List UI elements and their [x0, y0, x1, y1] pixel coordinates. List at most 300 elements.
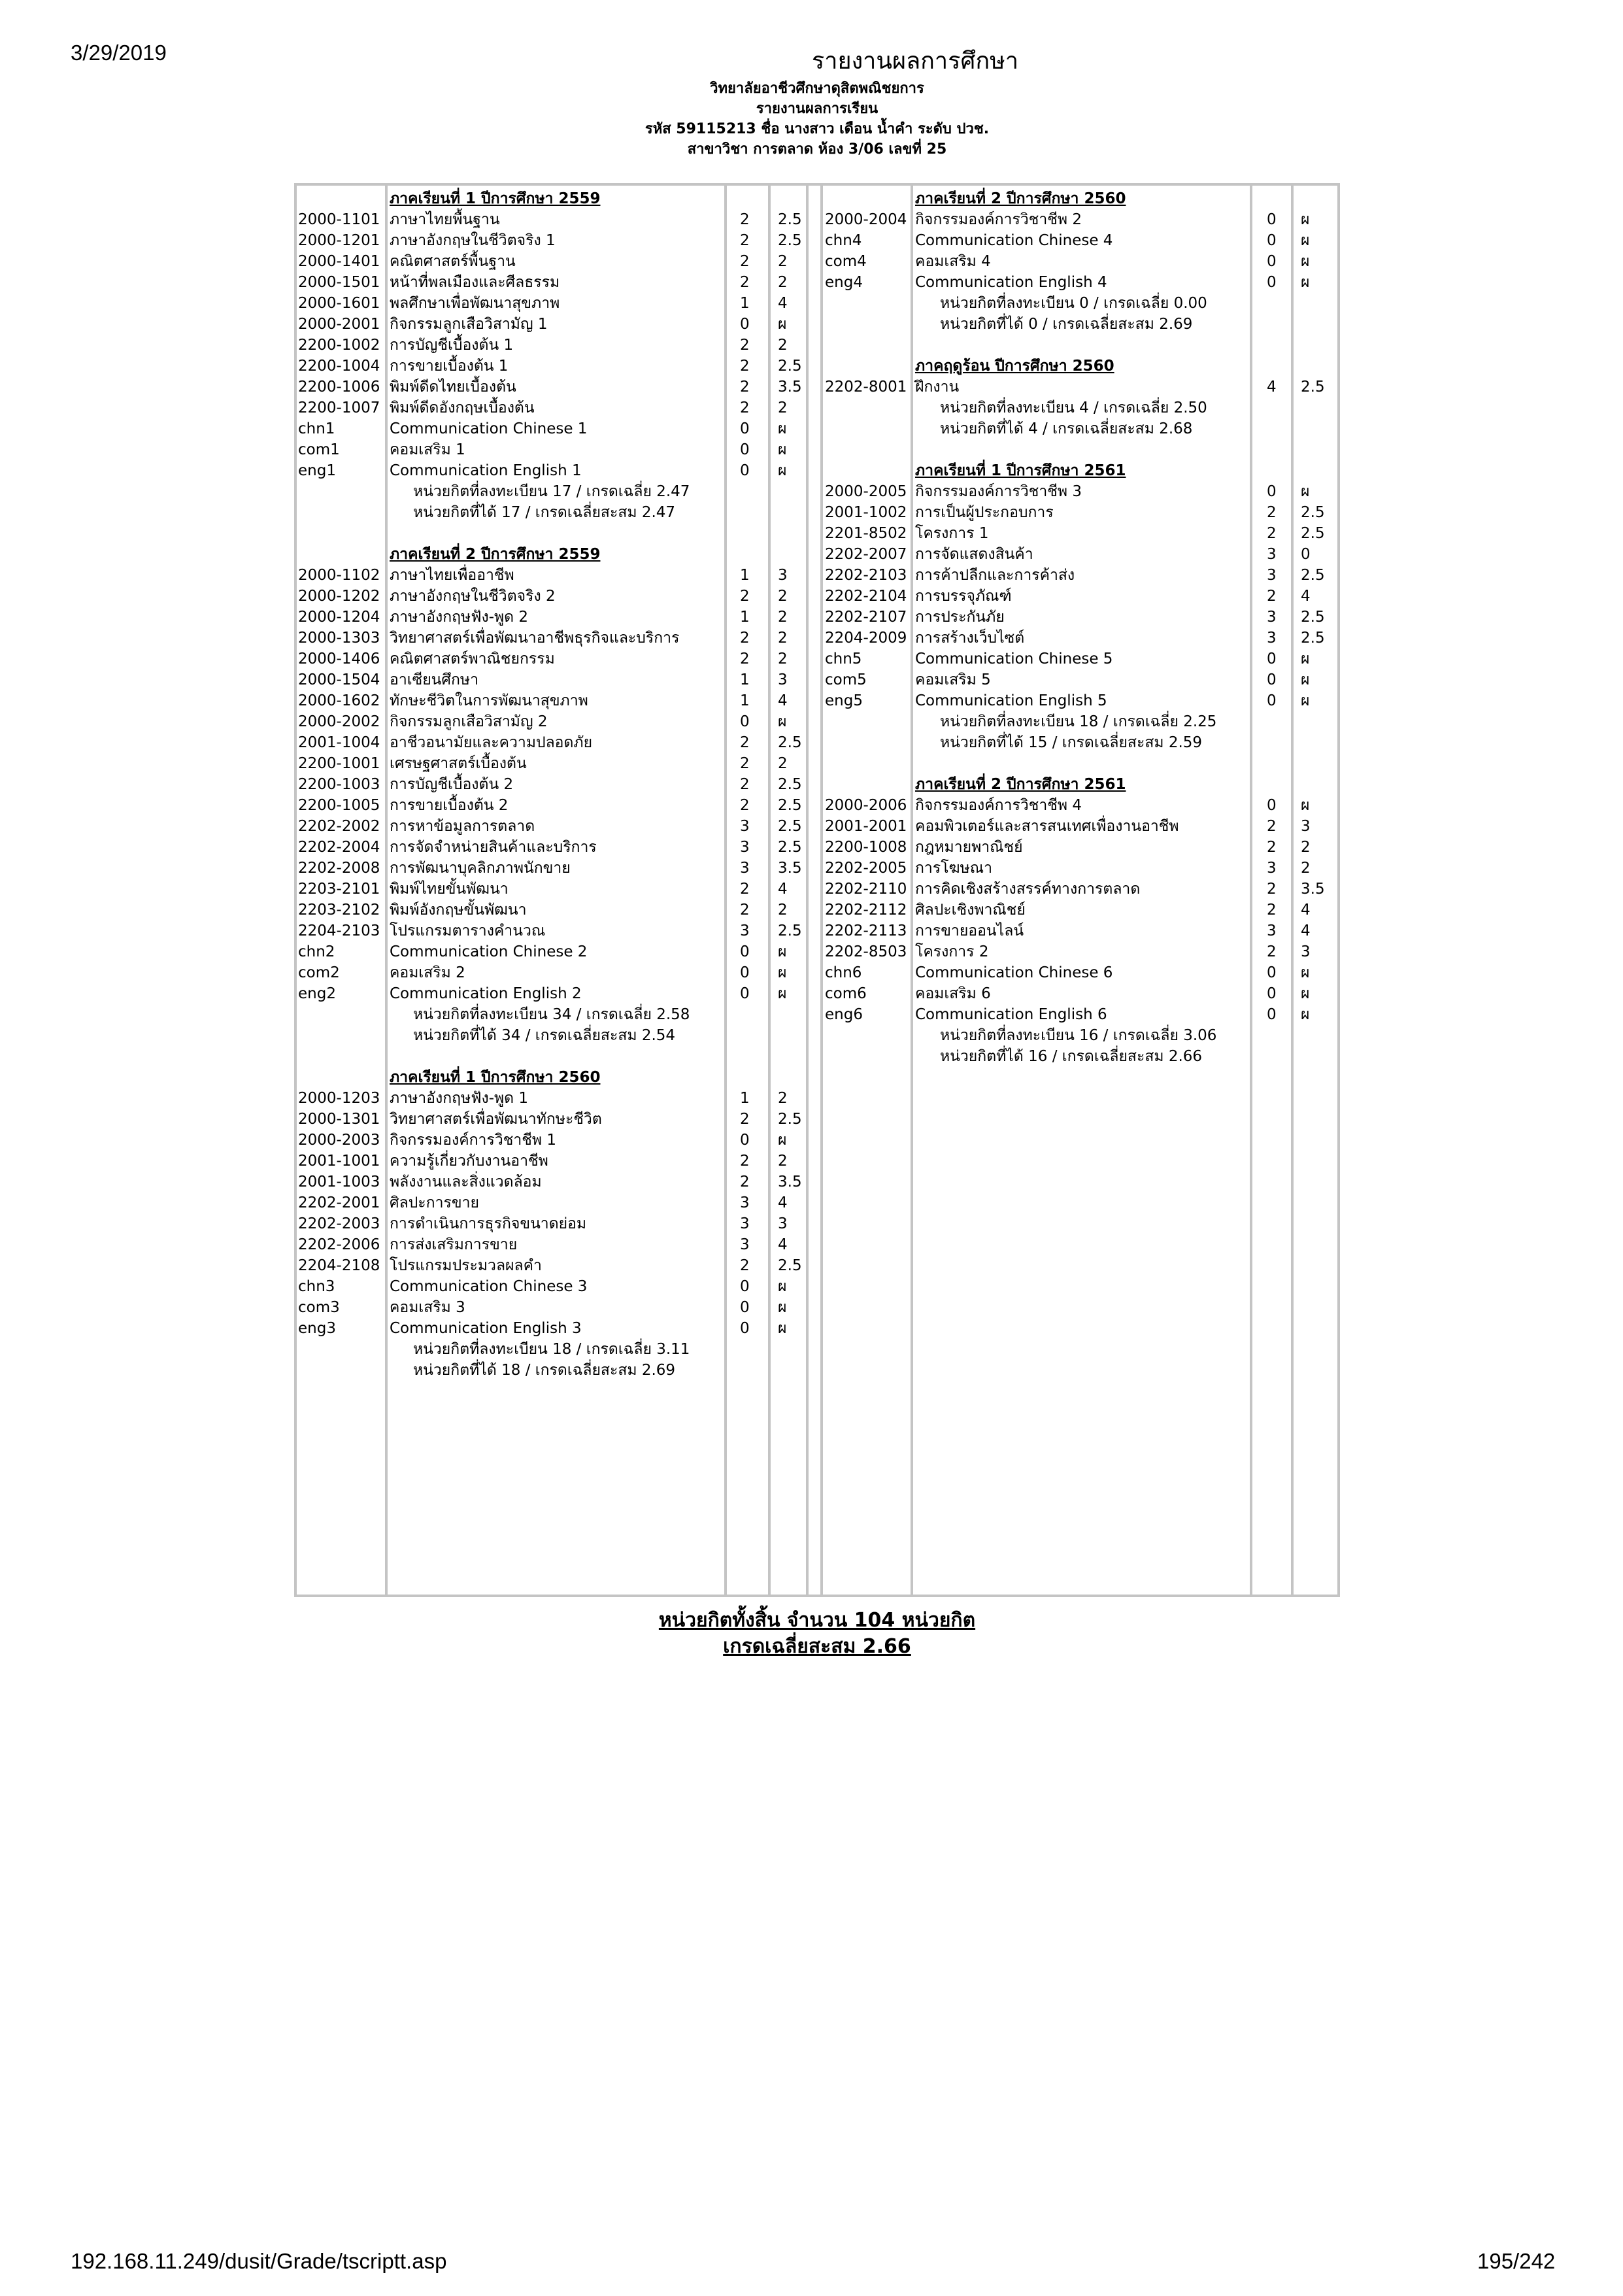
course-grade: ผ [778, 1299, 787, 1316]
course-code: 2001-2001 [825, 818, 907, 835]
column-divider [1250, 183, 1252, 1597]
course-name: วิทยาศาสตร์เพื่อพัฒนาทักษะชีวิต [390, 1111, 602, 1128]
course-name: การพัฒนาบุคลิกภาพนักขาย [390, 860, 571, 877]
course-credit: 2 [740, 337, 750, 354]
course-code: 2000-2006 [825, 797, 907, 814]
course-code: com4 [825, 253, 867, 270]
course-name: การประกันภัย [915, 609, 1005, 626]
course-credit: 2 [1267, 881, 1277, 898]
course-name: กิจกรรมลูกเสือวิสามัญ 2 [390, 713, 548, 730]
semester-heading: ภาคเรียนที่ 2 ปีการศึกษา 2559 [390, 546, 601, 563]
course-grade: 4 [778, 295, 788, 312]
course-credit: 0 [740, 713, 750, 730]
column-divider [820, 183, 823, 1597]
course-grade: ผ [778, 943, 787, 960]
course-grade: ผ [1301, 671, 1310, 688]
course-grade: ผ [1301, 1006, 1310, 1023]
course-grade: 2 [778, 253, 788, 270]
course-credit: 2 [740, 1257, 750, 1274]
course-code: 2202-2003 [298, 1215, 380, 1232]
course-code: eng5 [825, 692, 863, 709]
course-name: โปรแกรมประมวลผลคำ [390, 1257, 542, 1274]
course-code: 2000-1203 [298, 1090, 380, 1107]
course-name: Communication English 3 [390, 1320, 582, 1337]
course-credit: 1 [740, 567, 750, 584]
course-credit: 2 [740, 734, 750, 751]
course-name: การขายออนไลน์ [915, 922, 1024, 939]
semester-summary: หน่วยกิตที่ได้ 15 / เกรดเฉลี่ยสะสม 2.59 [940, 734, 1203, 751]
course-credit: 2 [740, 881, 750, 898]
course-code: 2000-1504 [298, 671, 380, 688]
course-code: eng1 [298, 462, 336, 479]
course-credit: 0 [1267, 692, 1277, 709]
course-code: 2001-1003 [298, 1173, 380, 1190]
course-credit: 2 [740, 755, 750, 772]
course-credit: 2 [740, 650, 750, 667]
semester-summary: หน่วยกิตที่ได้ 18 / เกรดเฉลี่ยสะสม 2.69 [413, 1362, 676, 1379]
course-grade: 2.5 [1301, 379, 1325, 396]
course-credit: 0 [1267, 232, 1277, 249]
course-code: 2000-1401 [298, 253, 380, 270]
course-credit: 3 [740, 1236, 750, 1253]
course-credit: 0 [740, 985, 750, 1002]
course-grade: 2.5 [778, 211, 802, 228]
course-code: 2000-1406 [298, 650, 380, 667]
course-credit: 0 [1267, 211, 1277, 228]
course-name: คอมเสริม 5 [915, 671, 991, 688]
course-credit: 2 [740, 399, 750, 416]
course-credit: 0 [740, 943, 750, 960]
semester-summary: หน่วยกิตที่ลงทะเบียน 0 / เกรดเฉลี่ย 0.00 [940, 295, 1207, 312]
course-credit: 1 [740, 609, 750, 626]
course-name: กิจกรรมลูกเสือวิสามัญ 1 [390, 316, 548, 333]
course-grade: 4 [778, 1194, 788, 1211]
course-name: การดำเนินการธุรกิจขนาดย่อม [390, 1215, 587, 1232]
course-credit: 0 [740, 462, 750, 479]
course-credit: 3 [1267, 922, 1277, 939]
course-name: การคิดเชิงสร้างสรรค์ทางการตลาด [915, 881, 1141, 898]
course-grade: ผ [1301, 797, 1310, 814]
course-name: ฝึกงาน [915, 379, 960, 396]
course-credit: 2 [740, 358, 750, 375]
course-code: chn6 [825, 964, 862, 981]
course-name: ภาษาอังกฤษฟัง-พูด 1 [390, 1090, 529, 1107]
semester-summary: หน่วยกิตที่ลงทะเบียน 16 / เกรดเฉลี่ย 3.06 [940, 1027, 1217, 1044]
course-code: 2000-1201 [298, 232, 380, 249]
course-name: Communication English 5 [915, 692, 1107, 709]
course-credit: 0 [1267, 650, 1277, 667]
course-name: Communication Chinese 1 [390, 420, 588, 437]
course-code: 2203-2102 [298, 902, 380, 919]
course-grade: ผ [778, 964, 787, 981]
course-name: การขายเบื้องต้น 2 [390, 797, 509, 814]
course-grade: ผ [778, 1320, 787, 1337]
course-name: Communication English 2 [390, 985, 582, 1002]
course-name: Communication English 1 [390, 462, 582, 479]
course-credit: 2 [740, 232, 750, 249]
course-code: 2000-1501 [298, 274, 380, 291]
course-grade: 2 [778, 650, 788, 667]
course-grade: 3 [778, 1215, 788, 1232]
course-code: chn3 [298, 1278, 335, 1295]
course-code: 2204-2108 [298, 1257, 380, 1274]
course-code: 2000-1601 [298, 295, 380, 312]
course-grade: 4 [1301, 902, 1311, 919]
course-name: คอมเสริม 2 [390, 964, 465, 981]
course-grade: 2 [778, 1153, 788, 1170]
course-name: Communication Chinese 5 [915, 650, 1113, 667]
course-credit: 3 [740, 839, 750, 856]
course-code: 2200-1004 [298, 358, 380, 375]
course-name: กิจกรรมองค์การวิชาชีพ 4 [915, 797, 1082, 814]
course-grade: 2 [778, 274, 788, 291]
course-credit: 3 [1267, 609, 1277, 626]
course-grade: 2 [778, 337, 788, 354]
course-name: Communication English 4 [915, 274, 1107, 291]
course-credit: 2 [740, 776, 750, 793]
semester-summary: หน่วยกิตที่ลงทะเบียน 34 / เกรดเฉลี่ย 2.58 [413, 1006, 690, 1023]
course-credit: 1 [740, 1090, 750, 1107]
course-name: การบัญชีเบื้องต้น 2 [390, 776, 514, 793]
course-code: com5 [825, 671, 867, 688]
course-code: eng4 [825, 274, 863, 291]
semester-summary: หน่วยกิตที่ได้ 34 / เกรดเฉลี่ยสะสม 2.54 [413, 1027, 676, 1044]
column-divider [768, 183, 771, 1597]
course-grade: 2 [778, 902, 788, 919]
course-credit: 2 [740, 588, 750, 605]
course-credit: 0 [1267, 1006, 1277, 1023]
course-name: อาชีวอนามัยและความปลอดภัย [390, 734, 593, 751]
course-code: 2202-2007 [825, 546, 907, 563]
course-code: 2202-2103 [825, 567, 907, 584]
course-credit: 0 [740, 964, 750, 981]
page-title: รายงานผลการศึกษา [811, 48, 1019, 75]
course-name: ความรู้เกี่ยวกับงานอาชีพ [390, 1153, 548, 1170]
course-name: การส่งเสริมการขาย [390, 1236, 518, 1253]
course-grade: 3 [778, 567, 788, 584]
course-name: ทักษะชีวิตในการพัฒนาสุขภาพ [390, 692, 588, 709]
semester-heading: ภาคเรียนที่ 1 ปีการศึกษา 2561 [915, 462, 1126, 479]
course-grade: 2 [1301, 860, 1311, 877]
course-code: chn5 [825, 650, 862, 667]
course-credit: 2 [740, 630, 750, 647]
semester-summary: หน่วยกิตที่ได้ 4 / เกรดเฉลี่ยสะสม 2.68 [940, 420, 1193, 437]
course-credit: 2 [740, 253, 750, 270]
course-grade: 2.5 [778, 232, 802, 249]
semester-summary: หน่วยกิตที่ได้ 0 / เกรดเฉลี่ยสะสม 2.69 [940, 316, 1193, 333]
course-name: โครงการ 2 [915, 943, 989, 960]
course-name: คอมเสริม 4 [915, 253, 991, 270]
course-code: 2000-1301 [298, 1111, 380, 1128]
course-credit: 2 [1267, 943, 1277, 960]
course-name: กิจกรรมองค์การวิชาชีพ 1 [390, 1132, 556, 1149]
semester-heading: ภาคเรียนที่ 2 ปีการศึกษา 2561 [915, 776, 1126, 793]
course-grade: ผ [778, 462, 787, 479]
course-credit: 3 [740, 922, 750, 939]
course-credit: 3 [740, 1194, 750, 1211]
course-credit: 1 [740, 692, 750, 709]
course-grade: 4 [1301, 588, 1311, 605]
semester-summary: หน่วยกิตที่ลงทะเบียน 17 / เกรดเฉลี่ย 2.47 [413, 483, 690, 500]
course-code: chn4 [825, 232, 862, 249]
course-code: 2204-2103 [298, 922, 380, 939]
course-code: 2202-8503 [825, 943, 907, 960]
course-code: chn2 [298, 943, 335, 960]
course-credit: 0 [740, 1299, 750, 1316]
course-grade: ผ [778, 1132, 787, 1149]
course-grade: 4 [778, 1236, 788, 1253]
course-grade: 3.5 [778, 860, 802, 877]
course-code: 2000-2001 [298, 316, 380, 333]
course-credit: 3 [1267, 567, 1277, 584]
course-code: 2000-2004 [825, 211, 907, 228]
course-code: com2 [298, 964, 340, 981]
course-name: วิทยาศาสตร์เพื่อพัฒนาอาชีพธุรกิจและบริการ [390, 630, 680, 647]
course-credit: 0 [740, 1320, 750, 1337]
course-grade: ผ [1301, 274, 1310, 291]
course-name: หน้าที่พลเมืองและศีลธรรม [390, 274, 560, 291]
course-name: Communication Chinese 2 [390, 943, 588, 960]
course-credit: 0 [1267, 253, 1277, 270]
semester-heading: ภาคฤดูร้อน ปีการศึกษา 2560 [915, 358, 1114, 375]
course-credit: 1 [740, 671, 750, 688]
course-code: 2202-2005 [825, 860, 907, 877]
course-code: 2000-2003 [298, 1132, 380, 1149]
course-credit: 2 [740, 379, 750, 396]
course-grade: 4 [778, 692, 788, 709]
course-code: eng2 [298, 985, 336, 1002]
course-name: การบัญชีเบื้องต้น 1 [390, 337, 514, 354]
course-code: 2001-1002 [825, 504, 907, 521]
course-credit: 2 [740, 1173, 750, 1190]
course-code: 2000-1102 [298, 567, 380, 584]
course-name: ศิลปะการขาย [390, 1194, 479, 1211]
course-grade: 2 [778, 399, 788, 416]
course-credit: 2 [740, 274, 750, 291]
course-name: Communication English 6 [915, 1006, 1107, 1023]
course-grade: 2 [778, 1090, 788, 1107]
course-name: คอมเสริม 3 [390, 1299, 465, 1316]
course-grade: 3 [778, 671, 788, 688]
column-divider [724, 183, 727, 1597]
semester-heading: ภาคเรียนที่ 2 ปีการศึกษา 2560 [915, 190, 1126, 207]
course-credit: 0 [1267, 964, 1277, 981]
course-name: การจัดจำหน่ายสินค้าและบริการ [390, 839, 597, 856]
semester-heading: ภาคเรียนที่ 1 ปีการศึกษา 2560 [390, 1069, 601, 1086]
semester-heading: ภาคเรียนที่ 1 ปีการศึกษา 2559 [390, 190, 601, 207]
course-grade: 3 [1301, 818, 1311, 835]
course-code: 2202-2008 [298, 860, 380, 877]
course-grade: 3.5 [1301, 881, 1325, 898]
course-grade: ผ [1301, 253, 1310, 270]
course-credit: 0 [740, 1132, 750, 1149]
column-divider [385, 183, 388, 1597]
course-code: 2202-2110 [825, 881, 907, 898]
institution-name: วิทยาลัยอาชีวศึกษาดุสิตพณิชยการ [710, 80, 924, 97]
course-credit: 0 [1267, 483, 1277, 500]
course-name: คอมเสริม 6 [915, 985, 991, 1002]
course-name: คอมพิวเตอร์และสารสนเทศเพื่องานอาชีพ [915, 818, 1179, 835]
course-name: การจัดแสดงสินค้า [915, 546, 1033, 563]
course-name: พลศึกษาเพื่อพัฒนาสุขภาพ [390, 295, 560, 312]
course-grade: 3.5 [778, 1173, 802, 1190]
course-code: 2000-1602 [298, 692, 380, 709]
course-grade: ผ [1301, 692, 1310, 709]
course-code: 2203-2101 [298, 881, 380, 898]
course-name: การบรรจุภัณฑ์ [915, 588, 1012, 605]
course-name: กิจกรรมองค์การวิชาชีพ 3 [915, 483, 1082, 500]
course-credit: 2 [740, 1111, 750, 1128]
course-credit: 2 [1267, 504, 1277, 521]
course-credit: 3 [1267, 630, 1277, 647]
course-code: 2202-2006 [298, 1236, 380, 1253]
course-grade: 2.5 [778, 776, 802, 793]
course-grade: 2 [1301, 839, 1311, 856]
course-grade: 2.5 [778, 1111, 802, 1128]
course-name: Communication Chinese 3 [390, 1278, 588, 1295]
course-name: ศิลปะเชิงพาณิชย์ [915, 902, 1026, 919]
course-code: com1 [298, 441, 340, 458]
course-name: การค้าปลีกและการค้าส่ง [915, 567, 1075, 584]
course-code: 2202-2001 [298, 1194, 380, 1211]
course-credit: 3 [1267, 546, 1277, 563]
course-credit: 0 [740, 1278, 750, 1295]
course-code: 2000-1303 [298, 630, 380, 647]
course-name: พิมพ์ดีดไทยเบื้องต้น [390, 379, 516, 396]
course-code: eng6 [825, 1006, 863, 1023]
course-code: 2000-1101 [298, 211, 380, 228]
course-grade: ผ [1301, 985, 1310, 1002]
course-name: กฎหมายพาณิชย์ [915, 839, 1023, 856]
report-title: รายงานผลการเรียน [756, 101, 878, 117]
course-credit: 2 [1267, 525, 1277, 542]
course-grade: ผ [1301, 232, 1310, 249]
course-name: การหาข้อมูลการตลาด [390, 818, 535, 835]
course-grade: 2.5 [778, 1257, 802, 1274]
column-divider [806, 183, 809, 1597]
course-code: 2202-8001 [825, 379, 907, 396]
course-name: โครงการ 1 [915, 525, 989, 542]
course-code: 2202-2004 [298, 839, 380, 856]
course-grade: 2.5 [1301, 525, 1325, 542]
course-credit: 0 [740, 316, 750, 333]
course-grade: ผ [1301, 964, 1310, 981]
course-grade: 3 [1301, 943, 1311, 960]
course-grade: ผ [778, 441, 787, 458]
program-info: สาขาวิชา การตลาด ห้อง 3/06 เลขที่ 25 [687, 141, 947, 158]
course-credit: 3 [1267, 860, 1277, 877]
course-code: 2201-8502 [825, 525, 907, 542]
course-name: คอมเสริม 1 [390, 441, 465, 458]
course-name: ภาษาอังกฤษฟัง-พูด 2 [390, 609, 529, 626]
course-credit: 2 [740, 902, 750, 919]
total-credits: หน่วยกิตทั้งสิ้น จำนวน 104 หน่วยกิต [658, 1609, 976, 1632]
course-grade: 2 [778, 630, 788, 647]
course-credit: 2 [740, 211, 750, 228]
course-credit: 0 [1267, 985, 1277, 1002]
course-name: การโฆษณา [915, 860, 993, 877]
course-grade: ผ [778, 713, 787, 730]
course-name: การสร้างเว็บไซต์ [915, 630, 1025, 647]
semester-summary: หน่วยกิตที่ลงทะเบียน 18 / เกรดเฉลี่ย 3.11 [413, 1341, 690, 1358]
course-credit: 2 [1267, 839, 1277, 856]
course-code: 2000-2002 [298, 713, 380, 730]
course-grade: 2 [778, 588, 788, 605]
course-code: 2001-1001 [298, 1153, 380, 1170]
course-name: ภาษาไทยเพื่ออาชีพ [390, 567, 514, 584]
course-credit: 2 [1267, 588, 1277, 605]
course-code: 2000-2005 [825, 483, 907, 500]
semester-summary: หน่วยกิตที่ได้ 16 / เกรดเฉลี่ยสะสม 2.66 [940, 1048, 1203, 1065]
course-credit: 4 [1267, 379, 1277, 396]
course-code: com6 [825, 985, 867, 1002]
course-grade: 2.5 [778, 358, 802, 375]
course-code: 2200-1006 [298, 379, 380, 396]
course-grade: ผ [778, 316, 787, 333]
course-code: 2200-1005 [298, 797, 380, 814]
course-code: eng3 [298, 1320, 336, 1337]
course-credit: 3 [740, 1215, 750, 1232]
semester-summary: หน่วยกิตที่ลงทะเบียน 18 / เกรดเฉลี่ย 2.25 [940, 713, 1217, 730]
course-credit: 3 [740, 860, 750, 877]
page-url: 192.168.11.249/dusit/Grade/tscriptt.asp [71, 2249, 447, 2273]
cumulative-gpa: เกรดเฉลี่ยสะสม 2.66 [723, 1635, 911, 1658]
course-credit: 2 [1267, 902, 1277, 919]
course-code: 2200-1008 [825, 839, 907, 856]
course-name: Communication Chinese 4 [915, 232, 1113, 249]
column-divider [911, 183, 913, 1597]
course-grade: 2 [778, 755, 788, 772]
column-divider [1291, 183, 1294, 1597]
course-name: การเป็นผู้ประกอบการ [915, 504, 1054, 521]
course-name: คณิตศาสตร์พื้นฐาน [390, 253, 516, 270]
course-grade: ผ [1301, 650, 1310, 667]
course-grade: 2.5 [1301, 567, 1325, 584]
course-grade: 4 [1301, 922, 1311, 939]
course-code: 2202-2112 [825, 902, 907, 919]
print-date: 3/29/2019 [71, 41, 167, 65]
course-code: 2200-1001 [298, 755, 380, 772]
course-name: พลังงานและสิ่งแวดล้อม [390, 1173, 542, 1190]
course-grade: 4 [778, 881, 788, 898]
course-code: 2200-1003 [298, 776, 380, 793]
course-credit: 3 [740, 818, 750, 835]
course-credit: 0 [1267, 274, 1277, 291]
course-code: 2001-1004 [298, 734, 380, 751]
course-grade: 2.5 [1301, 630, 1325, 647]
course-name: ภาษาไทยพื้นฐาน [390, 211, 500, 228]
course-code: 2202-2113 [825, 922, 907, 939]
course-credit: 1 [740, 295, 750, 312]
course-code: 2204-2009 [825, 630, 907, 647]
course-code: chn1 [298, 420, 335, 437]
course-name: ภาษาอังกฤษในชีวิตจริง 2 [390, 588, 556, 605]
semester-summary: หน่วยกิตที่ได้ 17 / เกรดเฉลี่ยสะสม 2.47 [413, 504, 676, 521]
course-credit: 0 [740, 420, 750, 437]
student-info: รหัส 59115213 ชื่อ นางสาว เดือน น้ำคำ ระดับ ปวช. [644, 121, 990, 137]
page-number: 195/242 [1477, 2249, 1556, 2273]
course-name: โปรแกรมตารางคำนวณ [390, 922, 546, 939]
course-name: เศรษฐศาสตร์เบื้องต้น [390, 755, 527, 772]
course-code: 2000-1204 [298, 609, 380, 626]
course-code: 2202-2002 [298, 818, 380, 835]
course-name: Communication Chinese 6 [915, 964, 1113, 981]
course-name: อาเซียนศึกษา [390, 671, 479, 688]
course-grade: ผ [1301, 483, 1310, 500]
course-grade: ผ [778, 420, 787, 437]
course-grade: 2.5 [778, 922, 802, 939]
course-grade: 3.5 [778, 379, 802, 396]
